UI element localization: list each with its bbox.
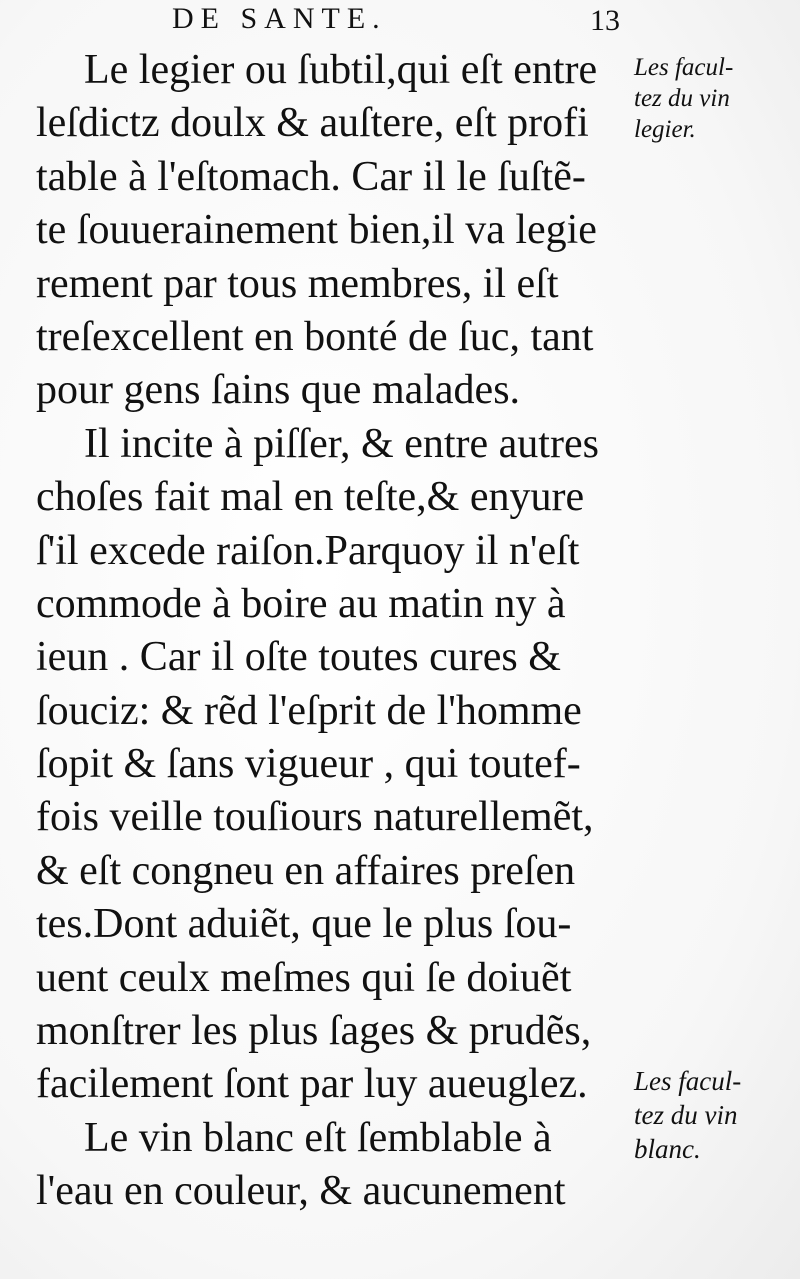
text-line: leſdictz doulx & auſtere, eſt profi <box>36 100 589 147</box>
margin-note-line: legier. <box>634 116 696 143</box>
text-line: fois veille touſiours naturellemẽt, <box>36 794 594 841</box>
text-line: ſouciz: & rẽd l'eſprit de l'homme <box>36 687 582 734</box>
margin-note-line: tez du vin <box>634 85 730 112</box>
text-line: ſ'il excede raiſon.Parquoy il n'eſt <box>36 527 580 574</box>
text-line: uent ceulx meſmes qui ſe doiuẽt <box>36 954 572 1001</box>
page-number: 13 <box>590 4 620 37</box>
running-head: DE SANTE. <box>172 2 387 35</box>
text-line: Il incite à piſſer, & entre autres <box>84 420 599 467</box>
margin-note-line: Les facul- <box>634 54 734 81</box>
text-line: commode à boire au matin ny à <box>36 580 566 627</box>
text-line: & eſt congneu en affaires preſen <box>36 847 576 894</box>
margin-note-line: blanc. <box>634 1134 701 1164</box>
main-text-block <box>36 44 636 1219</box>
text-line: pour gens ſains que malades. <box>36 367 521 414</box>
text-line: Le legier ou ſubtil,qui eſt entre <box>84 47 598 93</box>
margin-note-line: tez du vin <box>634 1100 738 1130</box>
text-line: table à l'eſtomach. Car il le ſuſtẽ- <box>36 153 586 200</box>
text-line: ieun . Car il oſte toutes cures & <box>36 634 561 681</box>
text-line: choſes fait mal en teſte,& enyure <box>36 474 585 521</box>
margin-note-line: Les facul- <box>634 1066 742 1096</box>
text-line: l'eau en couleur, & aucunement <box>36 1168 566 1215</box>
text-line: ſopit & ſans vigueur , qui toutef- <box>36 741 581 788</box>
text-line: monſtrer les plus ſages & prudẽs, <box>36 1008 592 1055</box>
text-line: treſexcellent en bonté de ſuc, tant <box>36 313 594 360</box>
margin-note-vin-legier <box>634 52 794 145</box>
text-line: facilement ſont par luy aueuglez. <box>36 1061 588 1108</box>
text-line: te ſouuerainement bien,il va legie <box>36 207 597 254</box>
text-line: Le vin blanc eſt ſemblable à <box>84 1114 552 1161</box>
text-line: rement par tous membres, il eſt <box>36 260 559 307</box>
text-line: tes.Dont aduiẽt, que le plus ſou- <box>36 901 572 948</box>
margin-note-vin-blanc <box>634 1064 794 1166</box>
